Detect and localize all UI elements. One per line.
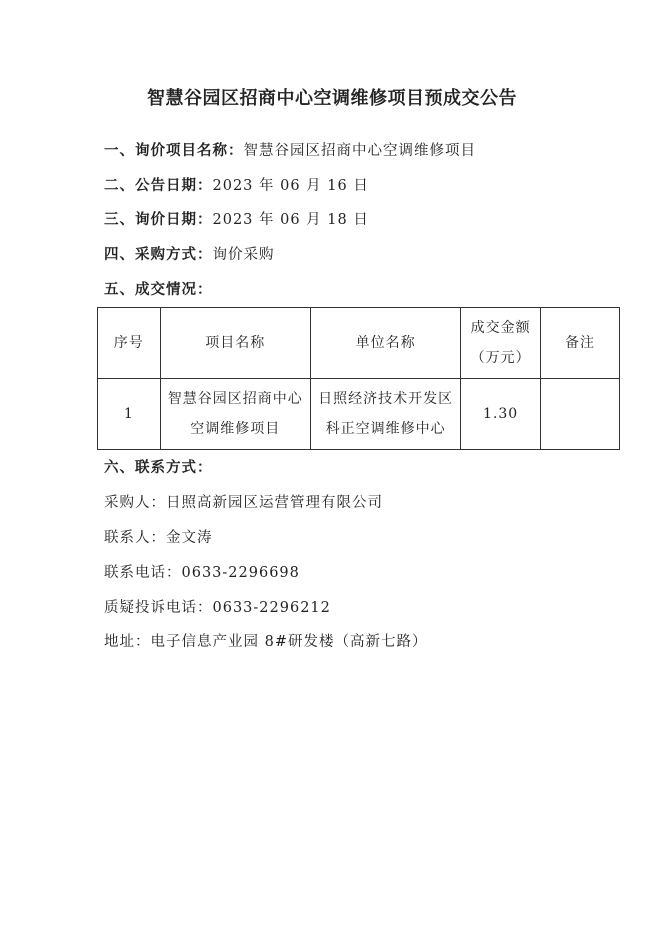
inquiry-date-value: 2023 年 06 月 18 日 <box>212 212 369 228</box>
cell-project <box>160 379 310 450</box>
method-label: 四、采购方式： <box>104 246 213 263</box>
cell-unit <box>310 379 460 450</box>
header-amount-line1: 成交金额 <box>470 320 531 336</box>
purchaser-line: 采购人：日照高新园区运营管理有限公司 <box>104 495 383 511</box>
announce-date-value: 2023 年 06 月 16 日 <box>212 178 369 194</box>
deal-table <box>97 307 620 450</box>
method-value: 询价采购 <box>212 247 275 263</box>
header-amount-line2: （万元） <box>470 350 531 366</box>
project-name-value: 智慧谷园区招商中心空调维修项目 <box>243 143 476 159</box>
method-line <box>104 245 275 265</box>
contact-person-line: 联系人：金文涛 <box>104 530 213 546</box>
inquiry-date-label: 三、询价日期： <box>104 211 213 228</box>
table-row <box>98 379 620 450</box>
deal-label: 五、成交情况： <box>104 281 213 298</box>
complaint-phone-line: 质疑投诉电话：0633-2296212 <box>104 600 331 616</box>
cell-project-line1: 智慧谷园区招商中心 <box>167 391 303 407</box>
address-line: 地址：电子信息产业园 8#研发楼（高新七路） <box>104 634 428 650</box>
contact-label: 六、联系方式： <box>104 459 213 476</box>
cell-project-line2: 空调维修项目 <box>190 421 281 437</box>
announce-date-label: 二、公告日期： <box>104 177 213 194</box>
header-amount <box>461 308 541 379</box>
header-unit: 单位名称 <box>310 308 460 379</box>
header-index: 序号 <box>98 308 161 379</box>
header-project: 项目名称 <box>160 308 310 379</box>
contact-line <box>104 458 213 478</box>
project-name-line <box>104 141 476 161</box>
cell-amount: 1.30 <box>461 379 541 450</box>
announce-date-line <box>104 176 369 196</box>
cell-unit-line1: 日照经济技术开发区 <box>318 391 454 407</box>
cell-index: 1 <box>98 379 161 450</box>
table-header-row <box>98 308 620 379</box>
deal-line <box>104 280 213 300</box>
header-note: 备注 <box>540 308 619 379</box>
contact-phone-line: 联系电话：0633-2296698 <box>104 565 300 581</box>
cell-unit-line2: 科正空调维修中心 <box>325 421 446 437</box>
page-title: 智慧谷园区招商中心空调维修项目预成交公告 <box>147 88 517 109</box>
cell-note <box>540 379 619 450</box>
project-name-label: 一、询价项目名称： <box>104 142 244 159</box>
inquiry-date-line <box>104 210 369 230</box>
